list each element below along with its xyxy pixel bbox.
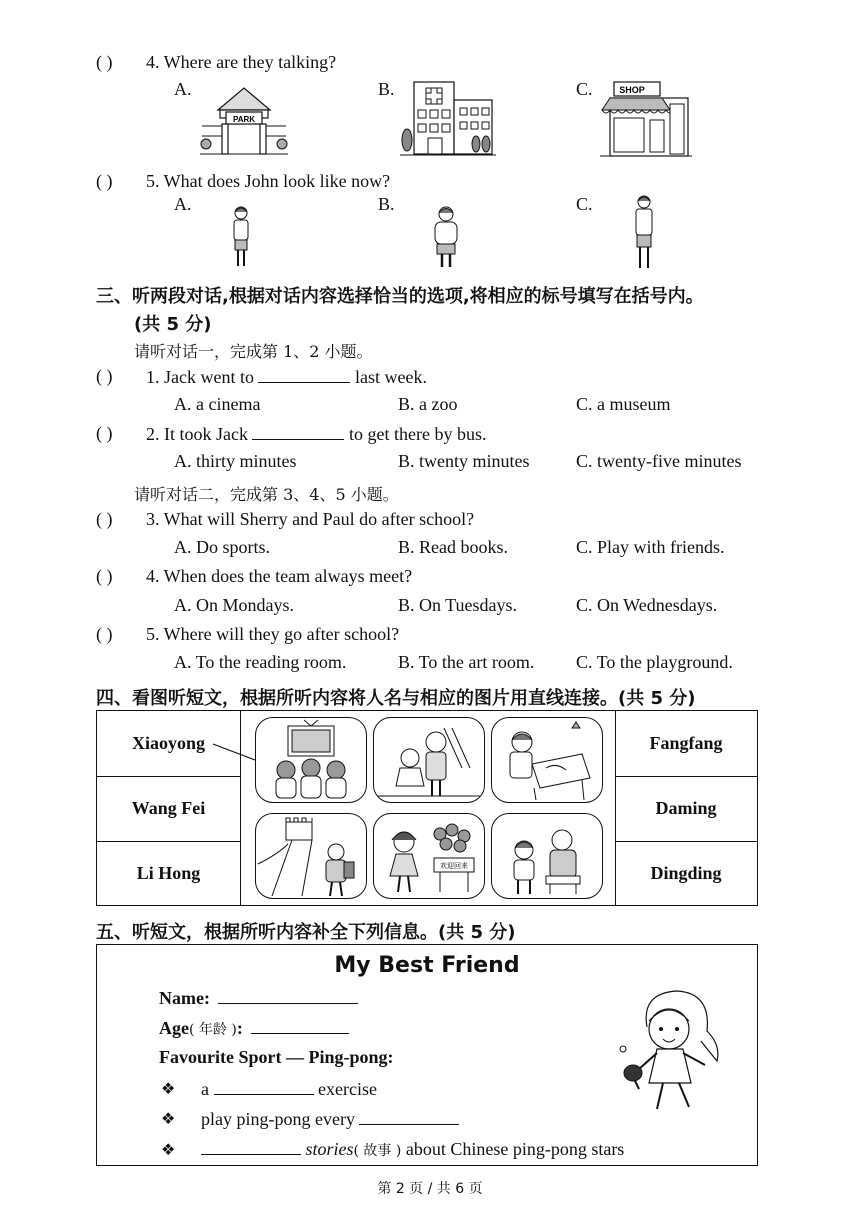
name-fangfang[interactable]: Fangfang <box>649 733 723 753</box>
p3-q4-option-b: B. On Tuesdays. <box>398 595 518 615</box>
p3-q3-option-a: A. Do sports. <box>174 537 271 557</box>
p3-q2-pre: 2. It took Jack <box>146 424 253 444</box>
p3-q3-option-b: B. Read books. <box>398 537 508 557</box>
picture-boy-drawing[interactable] <box>491 717 603 803</box>
p3-q1-paren[interactable]: ( ) <box>96 366 113 386</box>
p3-q5-question: 5. Where will they go after school? <box>146 624 400 644</box>
picture-kids-outdoors[interactable] <box>373 717 485 803</box>
p3-q5-paren[interactable]: ( ) <box>96 624 113 644</box>
bullet-icon: ❖ <box>161 1140 176 1159</box>
stories-word: stories <box>301 1139 354 1159</box>
p3-q1-option-c: C. a museum <box>576 394 671 414</box>
age-label: Age <box>159 1018 189 1038</box>
part3-heading: 三、听两段对话,根据对话内容选择恰当的选项,将相应的标号填写在括号内。 <box>96 286 704 307</box>
q5-option-a-label: A. <box>174 194 192 214</box>
dialog1-instruction: 请听对话一，完成第 1、2 小题。 <box>134 342 373 361</box>
part4-heading: 四、看图听短文，根据所听内容将人名与相应的图片用直线连接。(共 5 分) <box>96 688 696 709</box>
q4-option-c-label: C. <box>576 79 593 99</box>
park-gate-image[interactable] <box>198 82 290 158</box>
exercise-pre: a <box>201 1079 214 1099</box>
q5-paren[interactable]: ( ) <box>96 171 113 191</box>
picture-girl-with-flowers[interactable] <box>373 813 485 899</box>
stories-post: about Chinese ping-pong stars <box>401 1139 625 1159</box>
stories-row <box>201 1138 624 1160</box>
chubby-boy-image[interactable] <box>432 204 460 270</box>
p3-q2-question <box>146 423 486 445</box>
frequency-row <box>201 1108 459 1130</box>
name-dingding[interactable]: Dingding <box>650 863 722 883</box>
age-chinese-note: ( 年龄 ) <box>189 1022 237 1038</box>
shop-sign-text: SHOP <box>619 85 645 95</box>
p3-q1-post: last week. <box>350 367 427 387</box>
p3-q5-option-b: B. To the art room. <box>398 652 535 672</box>
p3-q1-question <box>146 366 427 388</box>
bullet-icon: ❖ <box>161 1079 176 1098</box>
frequency-blank[interactable] <box>359 1108 459 1125</box>
q5-option-c-label: C. <box>576 194 593 214</box>
best-friend-card <box>96 944 758 1166</box>
favourite-sport: Favourite Sport — Ping-pong: <box>159 1047 394 1067</box>
part3-score: (共 5 分) <box>134 314 212 335</box>
p3-q1-pre: 1. Jack went to <box>146 367 259 387</box>
name-blank[interactable] <box>218 987 358 1004</box>
matching-table <box>96 710 758 906</box>
q4-paren[interactable]: ( ) <box>96 52 113 72</box>
name-li-hong[interactable]: Li Hong <box>136 863 201 883</box>
p3-q4-option-a: A. On Mondays. <box>174 595 294 615</box>
shop-image[interactable] <box>600 80 692 158</box>
p3-q5-option-c: C. To the playground. <box>576 652 733 672</box>
page-footer: 第 2 页 / 共 6 页 <box>377 1181 483 1197</box>
p3-q2-option-c: C. twenty-five minutes <box>576 451 742 471</box>
q4-option-a-label: A. <box>174 79 192 99</box>
p3-q2-option-a: A. thirty minutes <box>174 451 297 471</box>
name-daming[interactable]: Daming <box>655 798 717 818</box>
p3-q5-option-a: A. To the reading room. <box>174 652 347 672</box>
q4-text: 4. Where are they talking? <box>146 52 337 72</box>
p3-q2-blank[interactable] <box>252 423 344 440</box>
girl-ping-pong-image <box>617 987 727 1117</box>
p3-q4-paren[interactable]: ( ) <box>96 566 113 586</box>
card-title: My Best Friend <box>334 953 520 978</box>
stories-chinese-note: ( 故事 ) <box>353 1143 402 1159</box>
name-row <box>159 987 358 1009</box>
name-wang-fei[interactable]: Wang Fei <box>131 798 206 818</box>
p3-q2-paren[interactable]: ( ) <box>96 423 113 443</box>
name-xiaoyong[interactable]: Xiaoyong <box>131 733 205 753</box>
welcome-sign-text: 欢迎回来 <box>440 862 468 870</box>
example-connecting-line <box>211 741 259 765</box>
p3-q1-blank[interactable] <box>258 366 350 383</box>
frequency-pre: play ping-pong every <box>201 1109 360 1129</box>
age-colon: : <box>236 1018 243 1038</box>
picture-great-wall[interactable] <box>255 813 367 899</box>
short-boy-image[interactable] <box>229 204 253 270</box>
bullet-icon: ❖ <box>161 1109 176 1128</box>
exercise-row <box>201 1078 377 1100</box>
age-row <box>159 1017 349 1039</box>
q5-text: 5. What does John look like now? <box>146 171 391 191</box>
exercise-blank[interactable] <box>214 1078 314 1095</box>
p3-q1-option-b: B. a zoo <box>398 394 458 414</box>
p3-q4-option-c: C. On Wednesdays. <box>576 595 718 615</box>
stories-blank[interactable] <box>201 1138 301 1155</box>
hospital-image[interactable] <box>400 80 496 158</box>
age-blank[interactable] <box>251 1017 349 1034</box>
q5-option-b-label: B. <box>378 194 395 214</box>
p3-q1-option-a: A. a cinema <box>174 394 261 414</box>
name-label: Name: <box>159 988 210 1008</box>
q4-option-b-label: B. <box>378 79 395 99</box>
dialog2-instruction: 请听对话二，完成第 3、4、5 小题。 <box>134 485 399 504</box>
p3-q2-option-b: B. twenty minutes <box>398 451 530 471</box>
tall-boy-image[interactable] <box>630 193 658 271</box>
p3-q3-paren[interactable]: ( ) <box>96 509 113 529</box>
p3-q2-post: to get there by bus. <box>344 424 487 444</box>
p3-q3-option-c: C. Play with friends. <box>576 537 725 557</box>
picture-boy-with-grandpa[interactable] <box>491 813 603 899</box>
p3-q3-question: 3. What will Sherry and Paul do after school? <box>146 509 475 529</box>
part5-heading: 五、听短文，根据所听内容补全下列信息。(共 5 分) <box>96 922 516 943</box>
exercise-post: exercise <box>313 1079 377 1099</box>
picture-kids-watching-tv[interactable] <box>255 717 367 803</box>
p3-q4-question: 4. When does the team always meet? <box>146 566 413 586</box>
park-sign-text: PARK <box>232 115 256 124</box>
